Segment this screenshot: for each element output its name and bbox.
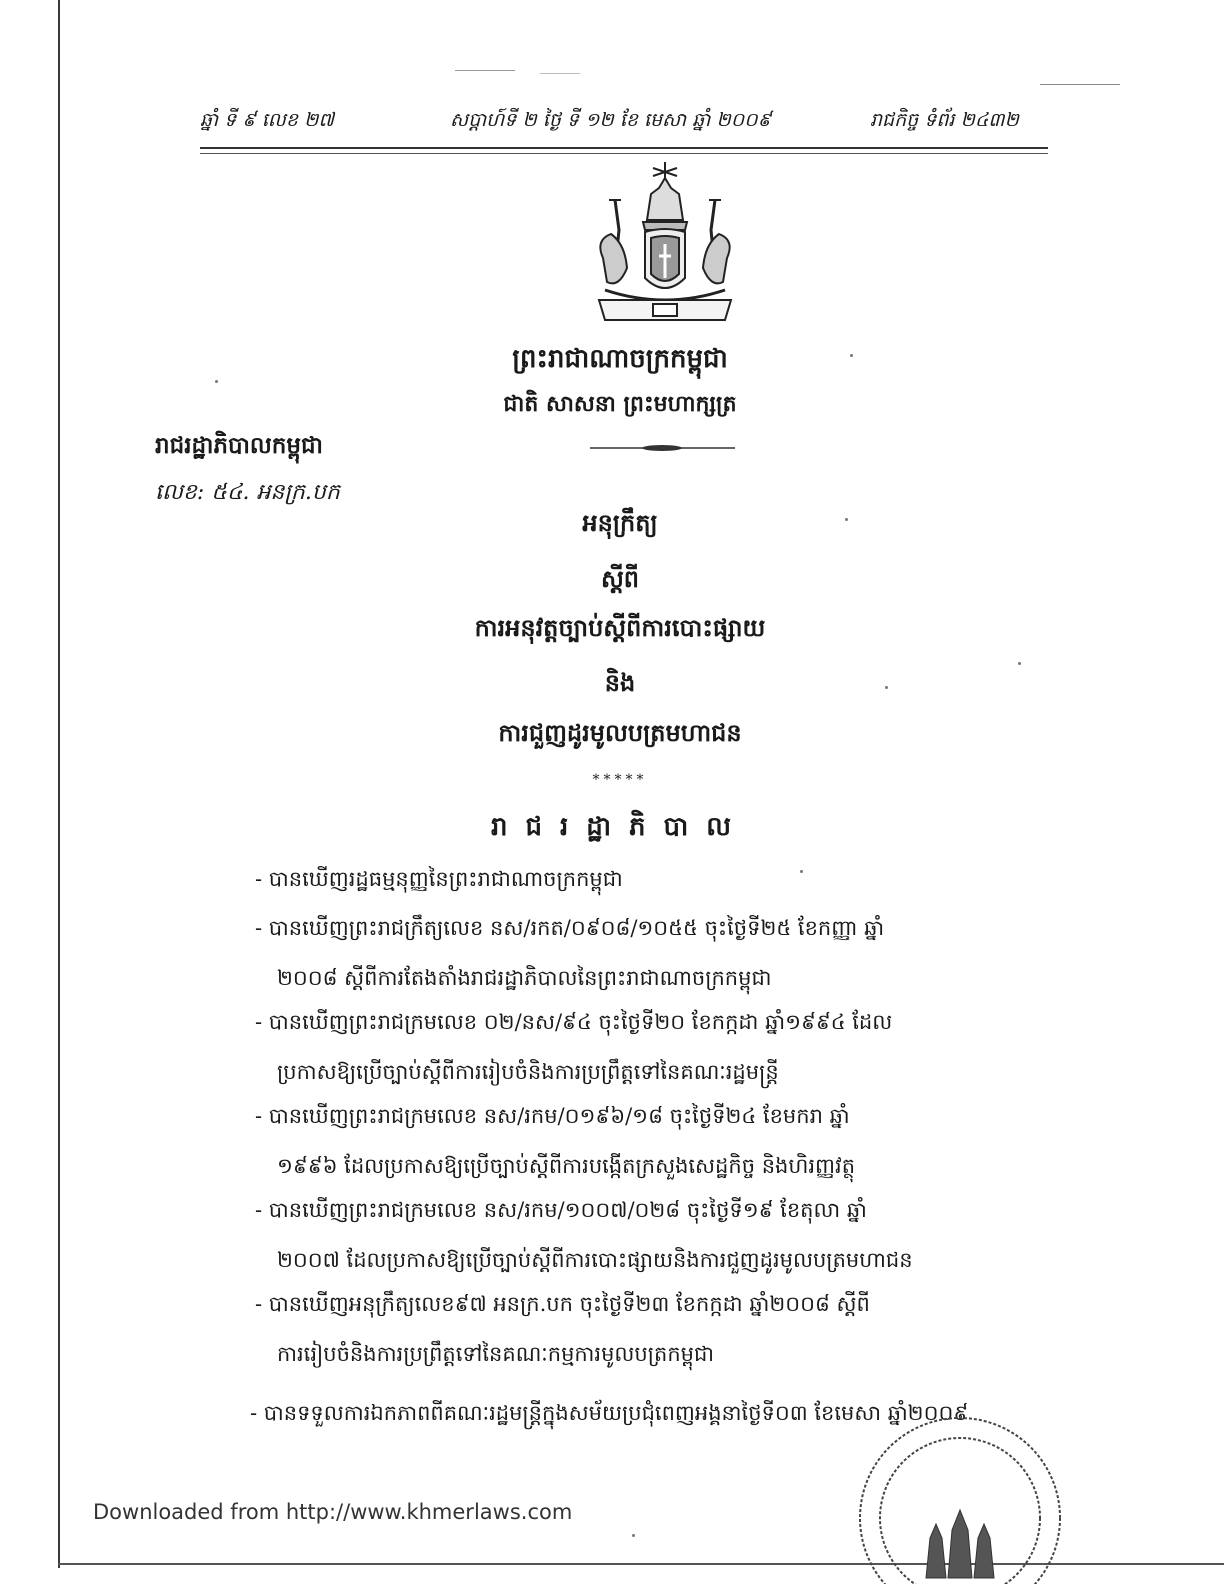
left-margin-rule	[58, 0, 60, 1568]
preamble-line: - បានឃើញអនុក្រឹត្យលេខ៩៧ អនក្រ.បក ចុះថ្ងៃទី២៣ ខែកក្កដា ឆ្នាំ២០០៨ ស្តីពី	[255, 1292, 870, 1316]
header-rule	[200, 147, 1048, 154]
preamble-line: ២០០៧ ដែលប្រកាសឱ្យប្រើច្បាប់ស្តីពីការបោះផ្សាយនិងការជួញដូរមូលបត្រមហាជន	[277, 1248, 913, 1272]
preamble-item	[255, 903, 1050, 1003]
official-seal-stamp-icon	[852, 1408, 1062, 1584]
scan-speck	[885, 686, 888, 689]
preamble-line: - បានឃើញព្រះរាជក្រមលេខ នស/រកម/០១៩៦/១៨ ចុះថ្ងៃទី២៤ ខែមករា ឆ្នាំ	[255, 1104, 850, 1128]
scan-mark	[455, 70, 515, 71]
preamble-line: ប្រកាសឱ្យប្រើច្បាប់ស្តីពីការរៀបចំនិងការប្រព្រឹត្តទៅនៃគណៈរដ្ឋមន្ត្រី	[277, 1060, 779, 1084]
preamble-line: - បានឃើញព្រះរាជក្រមលេខ ០២/នស/៩៤ ចុះថ្ងៃទី២០ ខែកក្កដា ឆ្នាំ១៩៩៤ ដែល	[255, 1010, 893, 1034]
gazette-date: សប្តាហ៍ទី ២ ថ្ងៃ ទី ១២ ខែ មេសា ឆ្នាំ ២០០៩	[450, 109, 772, 131]
preamble-item	[255, 1279, 1050, 1379]
preamble-item	[255, 1185, 1050, 1285]
scan-mark	[540, 73, 580, 74]
title-line-implementation: ការអនុវត្តច្បាប់ស្តីពីការបោះផ្សាយ	[474, 613, 766, 642]
scan-speck	[800, 870, 803, 873]
issuer-heading: រាជរដ្ឋាភិបាល	[490, 812, 750, 842]
gazette-issue: ឆ្នាំ ទី ៩ លេខ ២៧	[200, 109, 334, 131]
kingdom-heading: ព្រះរាជាណាចក្រកម្ពុជា	[512, 344, 728, 374]
scan-mark	[1040, 84, 1120, 85]
scan-speck	[215, 380, 218, 383]
royal-coat-of-arms-icon	[585, 160, 745, 330]
scan-speck	[850, 354, 853, 357]
preamble-item	[255, 1091, 1050, 1191]
title-line-on: ស្តីពី	[600, 564, 640, 593]
preamble-line: - បានឃើញព្រះរាជក្រមលេខ នស/រកម/១០០៧/០២៨ ចុះថ្ងៃទី១៩ ខែតុលា ឆ្នាំ	[255, 1198, 867, 1222]
title-stars: *****	[592, 772, 648, 788]
gazette-page: រាជកិច្ច ទំព័រ ២៤៣២	[870, 109, 1019, 131]
preamble-item	[255, 997, 1050, 1097]
scan-speck	[1018, 662, 1021, 665]
decree-number: លេខ: ៥៤. អនក្រ.បក	[155, 480, 340, 505]
preamble-line: - បានទទួលការឯកភាពពីគណៈរដ្ឋមន្ត្រីក្នុងសម័យប្រជុំពេញអង្គនាថ្ងៃទី០៣ ខែមេសា ឆ្នាំ២០០៩	[250, 1401, 969, 1425]
preamble-line: ការរៀបចំនិងការប្រព្រឹត្តទៅនៃគណៈកម្មការមូលបត្រកម្ពុជា	[277, 1342, 714, 1366]
scan-speck	[845, 518, 848, 521]
preamble-line: - បានឃើញរដ្ឋធម្មនុញ្ញនៃព្រះរាជាណាចក្រកម្ពុជា	[255, 867, 623, 891]
ornament-divider-icon	[590, 444, 735, 452]
title-line-and: និង	[604, 668, 636, 697]
preamble-item	[255, 854, 1050, 904]
source-footer: Downloaded from http://www.khmerlaws.com	[93, 1500, 573, 1524]
title-line-securities: ការជួញដូរមូលបត្រមហាជន	[498, 718, 742, 747]
scan-speck	[632, 1534, 635, 1537]
title-line-sub-decree: អនុក្រឹត្យ	[582, 508, 658, 537]
preamble-line: ១៩៩៦ ដែលប្រកាសឱ្យប្រើច្បាប់ស្តីពីការបង្កើតក្រសួងសេដ្ឋកិច្ច និងហិរញ្ញវត្ថុ	[277, 1154, 856, 1178]
preamble-line: ២០០៨ ស្តីពីការតែងតាំងរាជរដ្ឋាភិបាលនៃព្រះរាជាណាចក្រកម្ពុជា	[277, 966, 772, 990]
government-label: រាជរដ្ឋាភិបាលកម្ពុជា	[155, 432, 323, 459]
preamble-line: - បានឃើញព្រះរាជក្រឹត្យលេខ នស/រកត/០៩០៨/១០៥៥ ចុះថ្ងៃទី២៥ ខែកញ្ញា ឆ្នាំ	[255, 916, 885, 940]
national-motto: ជាតិ សាសនា ព្រះមហាក្សត្រ	[503, 391, 737, 417]
